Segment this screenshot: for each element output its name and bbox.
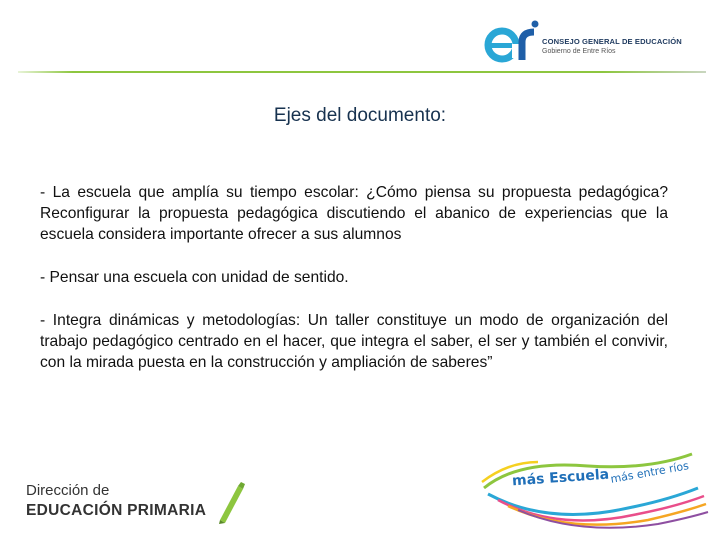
pencil-icon <box>216 480 246 524</box>
mas-entre-rios-text: más entre ríos <box>609 459 690 486</box>
document-body <box>40 182 668 373</box>
org-title: CONSEJO GENERAL DE EDUCACIÓN <box>542 37 682 46</box>
org-subtitle: Gobierno de Entre Ríos <box>542 48 616 55</box>
mas-escuela-text: más Escuela <box>511 466 610 490</box>
direction-line2: EDUCACIÓN PRIMARIA <box>26 502 207 519</box>
header-divider <box>18 71 706 74</box>
cge-logo <box>484 18 704 70</box>
cge-logo-icon <box>484 18 542 66</box>
mas-escuela-logo <box>478 448 710 532</box>
direction-line1: Dirección de <box>26 482 110 499</box>
paragraph-2: - Pensar una escuela con unidad de sentido. <box>40 269 349 286</box>
paragraph-1: - La escuela que amplía su tiempo escolar: ¿Cómo piensa su propuesta pedagógica? Reconfigurar la propuesta pedagógica discutiendo el abanico de experiencias que la escuela considera importante ofrecer a sus alumnos <box>40 184 668 243</box>
page-title: Ejes del documento: <box>273 105 447 126</box>
paragraph-3: - Integra dinámicas y metodologías: Un taller constituye un modo de organización del trabajo pedagógico centrado en el hacer, que integra el saber, el ser y también el convivir, con la mirada puesta en la construcción y ampliación de saberes” <box>40 312 668 371</box>
direction-logo <box>26 480 256 524</box>
